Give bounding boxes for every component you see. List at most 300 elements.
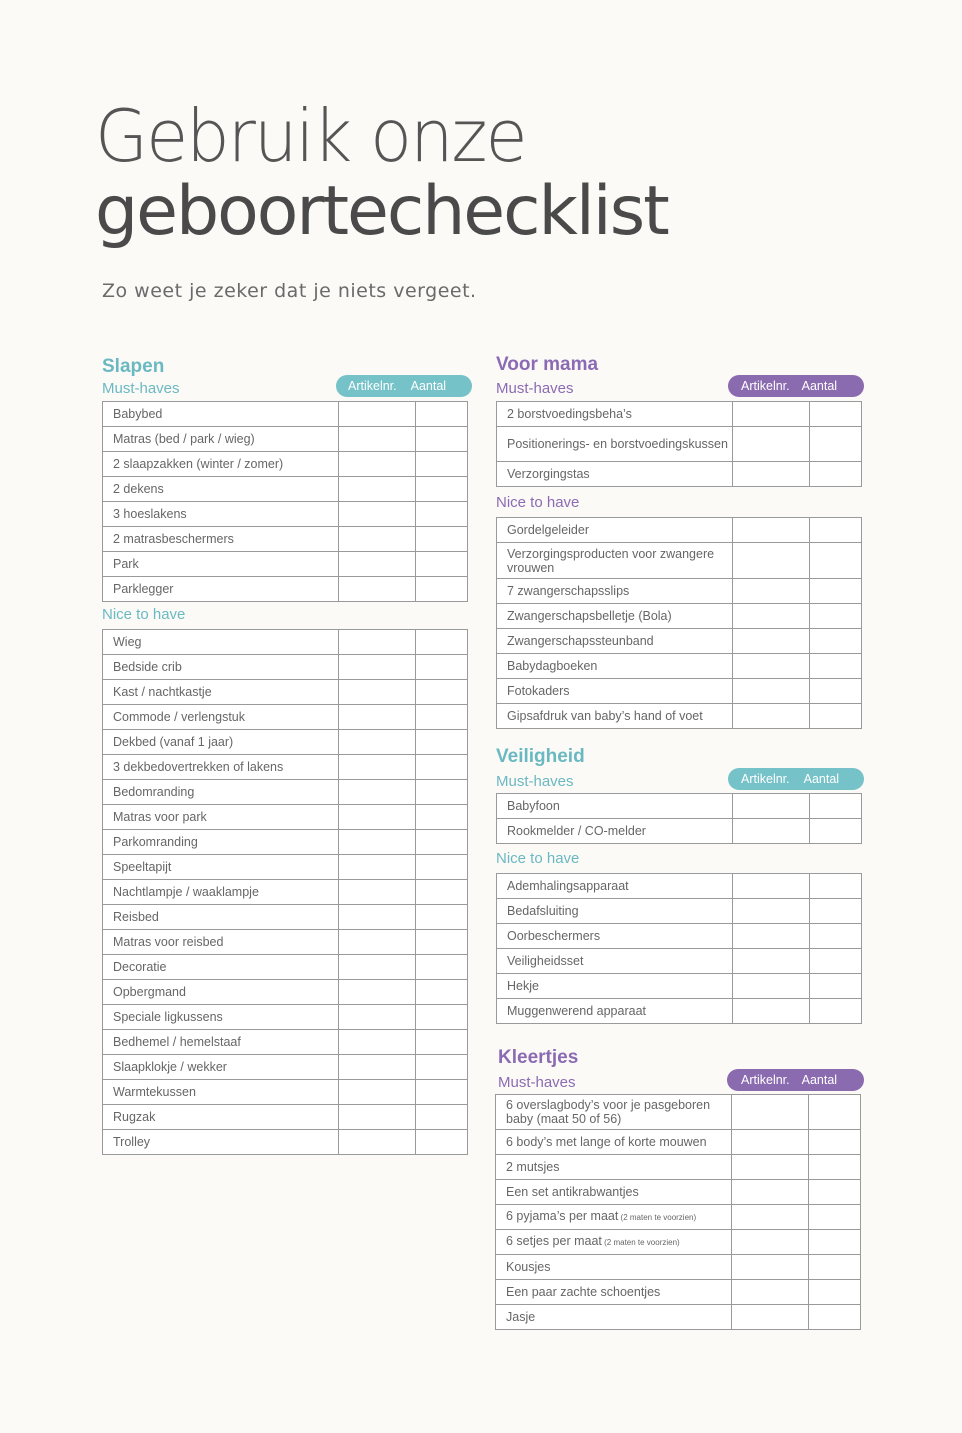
checklist-row	[103, 1105, 468, 1130]
artikelnr-field[interactable]	[733, 704, 810, 729]
column-aantal: Aantal	[801, 379, 838, 393]
aantal-field[interactable]	[809, 1255, 861, 1280]
checklist-row	[103, 755, 468, 780]
checklist-row	[497, 949, 862, 974]
item-label	[103, 1030, 339, 1055]
nice-to-have-table	[102, 629, 468, 1155]
checklist-row	[497, 999, 862, 1024]
section-kleertjes	[495, 1047, 867, 1337]
page-subtitle: Zo weet je zeker dat je niets vergeet.	[102, 280, 477, 302]
must-haves-table	[496, 401, 862, 487]
artikelnr-field[interactable]	[339, 855, 416, 880]
item-text: Jasje	[506, 1309, 536, 1324]
artikelnr-field[interactable]	[732, 1205, 809, 1230]
artikelnr-field[interactable]	[732, 1130, 809, 1155]
aantal-field[interactable]	[810, 704, 862, 729]
aantal-field[interactable]	[416, 452, 468, 477]
artikelnr-field[interactable]	[339, 1005, 416, 1030]
must-haves-label: Must-haves	[498, 1074, 576, 1091]
aantal-field[interactable]	[810, 462, 862, 487]
aantal-field[interactable]	[810, 999, 862, 1024]
checklist-row	[103, 780, 468, 805]
aantal-field[interactable]	[416, 577, 468, 602]
checklist-row	[496, 1255, 861, 1280]
aantal-field[interactable]	[809, 1155, 861, 1180]
artikelnr-field[interactable]	[339, 755, 416, 780]
artikelnr-field[interactable]	[339, 1030, 416, 1055]
item-label	[497, 654, 733, 679]
column-artikelnr: Artikelnr.	[741, 772, 790, 786]
checklist-row	[103, 552, 468, 577]
item-text: 3 dekbedovertrekken of lakens	[113, 759, 284, 774]
aantal-field[interactable]	[416, 477, 468, 502]
artikelnr-field[interactable]	[732, 1305, 809, 1330]
checklist-row	[497, 819, 862, 844]
checklist-row	[103, 502, 468, 527]
checklist-row	[497, 679, 862, 704]
artikelnr-field[interactable]	[339, 527, 416, 552]
item-label	[497, 999, 733, 1024]
aantal-field[interactable]	[416, 905, 468, 930]
checklist-row	[496, 1095, 861, 1130]
item-text: Wieg	[113, 634, 142, 649]
page-title-line1: Gebruik onze	[95, 94, 526, 178]
item-label	[103, 402, 339, 427]
item-label	[103, 680, 339, 705]
artikelnr-field[interactable]	[733, 974, 810, 999]
item-text: Rookmelder / CO-melder	[507, 823, 646, 838]
item-text: Parkomranding	[113, 834, 198, 849]
aantal-field[interactable]	[810, 543, 862, 579]
aantal-field[interactable]	[416, 527, 468, 552]
artikelnr-field[interactable]	[339, 402, 416, 427]
item-label	[103, 527, 339, 552]
checklist-row	[497, 462, 862, 487]
checklist-row	[103, 402, 468, 427]
item-label	[496, 1205, 732, 1230]
aantal-field[interactable]	[416, 502, 468, 527]
column-header-pill	[336, 375, 472, 397]
item-text: Commode / verlengstuk	[113, 709, 246, 724]
artikelnr-field[interactable]	[732, 1180, 809, 1205]
artikelnr-field[interactable]	[733, 579, 810, 604]
item-text: Verzorgingstas	[507, 466, 590, 481]
item-label	[496, 1095, 732, 1130]
aantal-field[interactable]	[416, 1030, 468, 1055]
aantal-field[interactable]	[810, 654, 862, 679]
section-title: Veiligheid	[496, 746, 585, 767]
artikelnr-field[interactable]	[733, 427, 810, 462]
aantal-field[interactable]	[810, 629, 862, 654]
column-aantal: Aantal	[803, 772, 840, 786]
aantal-field[interactable]	[416, 1130, 468, 1155]
item-text: Kousjes	[506, 1259, 551, 1274]
artikelnr-field[interactable]	[733, 949, 810, 974]
item-text: Bedafsluiting	[507, 903, 579, 918]
item-text: Kast / nachtkastje	[113, 684, 212, 699]
checklist-row	[103, 477, 468, 502]
item-label	[103, 880, 339, 905]
nice-to-have-label: Nice to have	[102, 606, 186, 623]
item-text: Veiligheidsset	[507, 953, 584, 968]
item-label	[103, 452, 339, 477]
artikelnr-field[interactable]	[733, 629, 810, 654]
checklist-row	[103, 730, 468, 755]
item-text: Matras (bed / park / wieg)	[113, 431, 255, 446]
item-note: (2 maten te voorzien)	[618, 1213, 697, 1222]
item-text: Babybed	[113, 406, 163, 421]
must-haves-table	[495, 1094, 861, 1330]
artikelnr-field[interactable]	[732, 1230, 809, 1255]
item-label	[103, 1055, 339, 1080]
aantal-field[interactable]	[810, 794, 862, 819]
item-text: 6 overslagbody’s voor je pasgeboren baby (maat 50 of 56)	[506, 1098, 711, 1126]
item-label	[103, 705, 339, 730]
artikelnr-field[interactable]	[339, 452, 416, 477]
artikelnr-field[interactable]	[339, 477, 416, 502]
aantal-field[interactable]	[416, 830, 468, 855]
column-aantal: Aantal	[410, 379, 447, 393]
artikelnr-field[interactable]	[733, 874, 810, 899]
artikelnr-field[interactable]	[339, 805, 416, 830]
checklist-row	[497, 402, 862, 427]
artikelnr-field[interactable]	[733, 794, 810, 819]
item-label	[103, 552, 339, 577]
artikelnr-field[interactable]	[339, 880, 416, 905]
artikelnr-field[interactable]	[339, 905, 416, 930]
checklist-row	[497, 604, 862, 629]
item-label	[497, 899, 733, 924]
item-text: Babyfoon	[507, 798, 560, 813]
item-label	[497, 543, 733, 579]
checklist-row	[497, 654, 862, 679]
aantal-field[interactable]	[416, 730, 468, 755]
artikelnr-field[interactable]	[339, 730, 416, 755]
item-label	[497, 874, 733, 899]
artikelnr-field[interactable]	[339, 830, 416, 855]
checklist-row	[496, 1230, 861, 1255]
artikelnr-field[interactable]	[339, 955, 416, 980]
item-label	[103, 1130, 339, 1155]
aantal-field[interactable]	[809, 1130, 861, 1155]
aantal-field[interactable]	[810, 819, 862, 844]
checklist-row	[103, 680, 468, 705]
item-label	[103, 980, 339, 1005]
aantal-field[interactable]	[416, 1005, 468, 1030]
item-text: Opbergmand	[113, 984, 186, 999]
aantal-field[interactable]	[416, 880, 468, 905]
artikelnr-field[interactable]	[733, 402, 810, 427]
item-text: Bedside crib	[113, 659, 182, 674]
item-note: (2 maten te voorzien)	[601, 1238, 680, 1247]
aantal-field[interactable]	[809, 1230, 861, 1255]
aantal-field[interactable]	[809, 1205, 861, 1230]
aantal-field[interactable]	[416, 855, 468, 880]
artikelnr-field[interactable]	[733, 999, 810, 1024]
item-text: Park	[113, 556, 139, 571]
item-text: Reisbed	[113, 909, 159, 924]
item-label	[497, 794, 733, 819]
item-label	[496, 1180, 732, 1205]
item-label	[497, 704, 733, 729]
checklist-row	[497, 899, 862, 924]
item-label	[497, 629, 733, 654]
section-title: Kleertjes	[498, 1047, 579, 1068]
aantal-field[interactable]	[810, 899, 862, 924]
item-text: Speeltapijt	[113, 859, 172, 874]
column-header-pill	[727, 1069, 864, 1091]
artikelnr-field[interactable]	[732, 1255, 809, 1280]
checklist-row	[497, 543, 862, 579]
artikelnr-field[interactable]	[339, 577, 416, 602]
item-text: Warmtekussen	[113, 1084, 196, 1099]
nice-to-have-label: Nice to have	[496, 494, 580, 511]
item-text: Matras voor reisbed	[113, 934, 224, 949]
checklist-row	[497, 874, 862, 899]
checklist-row	[103, 1055, 468, 1080]
checklist-row	[103, 630, 468, 655]
aantal-field[interactable]	[810, 604, 862, 629]
item-label	[496, 1155, 732, 1180]
artikelnr-field[interactable]	[732, 1155, 809, 1180]
item-text: Oorbeschermers	[507, 928, 601, 943]
item-text: Babydagboeken	[507, 658, 598, 673]
checklist-row	[103, 705, 468, 730]
item-label	[497, 924, 733, 949]
item-text: Trolley	[113, 1134, 151, 1149]
artikelnr-field[interactable]	[733, 654, 810, 679]
checklist-row	[103, 880, 468, 905]
item-text: 6 setjes per maat	[506, 1234, 602, 1248]
item-label	[103, 855, 339, 880]
checklist-row	[497, 974, 862, 999]
item-text: Dekbed (vanaf 1 jaar)	[113, 734, 234, 749]
checklist-row	[103, 1030, 468, 1055]
item-text: Een paar zachte schoentjes	[506, 1284, 661, 1299]
item-label	[496, 1230, 732, 1255]
nice-to-have-table	[496, 517, 862, 729]
aantal-field[interactable]	[416, 780, 468, 805]
aantal-field[interactable]	[416, 655, 468, 680]
artikelnr-field[interactable]	[339, 780, 416, 805]
must-haves-table	[496, 793, 862, 844]
item-text: 2 dekens	[113, 481, 164, 496]
item-text: Verzorgingsproducten voor zwangere vrouwen	[507, 546, 715, 575]
checklist-row	[103, 427, 468, 452]
aantal-field[interactable]	[809, 1095, 861, 1130]
checklist-row	[103, 1005, 468, 1030]
section-title: Slapen	[102, 356, 165, 377]
artikelnr-field[interactable]	[732, 1095, 809, 1130]
aantal-field[interactable]	[810, 874, 862, 899]
artikelnr-field[interactable]	[339, 705, 416, 730]
aantal-field[interactable]	[810, 924, 862, 949]
aantal-field[interactable]	[810, 949, 862, 974]
item-text: Nachtlampje / waaklampje	[113, 884, 259, 899]
item-text: 6 pyjama’s per maat	[506, 1209, 619, 1223]
checklist-row	[103, 1130, 468, 1155]
checklist-row	[103, 805, 468, 830]
item-text: Rugzak	[113, 1109, 156, 1124]
artikelnr-field[interactable]	[339, 1080, 416, 1105]
artikelnr-field[interactable]	[339, 552, 416, 577]
item-label	[103, 1005, 339, 1030]
aantal-field[interactable]	[416, 402, 468, 427]
artikelnr-field[interactable]	[732, 1280, 809, 1305]
item-label	[496, 1305, 732, 1330]
item-text: 3 hoeslakens	[113, 506, 187, 521]
item-label	[103, 780, 339, 805]
item-text: Decoratie	[113, 959, 167, 974]
item-text: 7 zwangerschapsslips	[507, 583, 630, 598]
artikelnr-field[interactable]	[733, 604, 810, 629]
aantal-field[interactable]	[416, 755, 468, 780]
nice-to-have-label: Nice to have	[496, 850, 580, 867]
item-text: 2 matrasbeschermers	[113, 531, 234, 546]
must-haves-label: Must-haves	[102, 380, 180, 397]
aantal-field[interactable]	[810, 579, 862, 604]
checklist-row	[103, 955, 468, 980]
aantal-field[interactable]	[416, 980, 468, 1005]
item-text: Positionerings- en borstvoedingskussen	[507, 437, 728, 451]
must-haves-table	[102, 401, 468, 602]
artikelnr-field[interactable]	[733, 518, 810, 543]
aantal-field[interactable]	[416, 805, 468, 830]
aantal-field[interactable]	[416, 552, 468, 577]
aantal-field[interactable]	[810, 679, 862, 704]
aantal-field[interactable]	[810, 974, 862, 999]
column-artikelnr: Artikelnr.	[741, 1073, 790, 1087]
artikelnr-field[interactable]	[733, 819, 810, 844]
item-label	[497, 427, 733, 462]
aantal-field[interactable]	[810, 427, 862, 462]
artikelnr-field[interactable]	[733, 924, 810, 949]
artikelnr-field[interactable]	[339, 427, 416, 452]
item-text: Ademhalingsapparaat	[507, 878, 629, 893]
column-artikelnr: Artikelnr.	[348, 379, 397, 393]
item-label	[103, 477, 339, 502]
aantal-field[interactable]	[416, 1080, 468, 1105]
item-text: Een set antikrabwantjes	[506, 1184, 639, 1199]
item-text: Gordelgeleider	[507, 522, 589, 537]
aantal-field[interactable]	[416, 1105, 468, 1130]
aantal-field[interactable]	[416, 705, 468, 730]
item-label	[103, 502, 339, 527]
aantal-field[interactable]	[416, 1055, 468, 1080]
section-title: Voor mama	[496, 354, 599, 375]
checklist-row	[103, 655, 468, 680]
column-header-pill	[728, 768, 864, 790]
checklist-row	[496, 1155, 861, 1180]
item-label	[103, 655, 339, 680]
checklist-row	[496, 1130, 861, 1155]
aantal-field[interactable]	[809, 1280, 861, 1305]
section-slapen	[102, 356, 472, 1156]
aantal-field[interactable]	[809, 1180, 861, 1205]
checklist-row	[103, 930, 468, 955]
checklist-row	[497, 794, 862, 819]
item-text: Parklegger	[113, 581, 174, 596]
artikelnr-field[interactable]	[339, 930, 416, 955]
aantal-field[interactable]	[416, 680, 468, 705]
artikelnr-field[interactable]	[733, 899, 810, 924]
artikelnr-field[interactable]	[339, 655, 416, 680]
checklist-row	[497, 579, 862, 604]
checklist-row	[496, 1180, 861, 1205]
item-text: 6 body’s met lange of korte mouwen	[506, 1134, 707, 1149]
aantal-field[interactable]	[810, 518, 862, 543]
item-text: Speciale ligkussens	[113, 1009, 223, 1024]
aantal-field[interactable]	[416, 955, 468, 980]
artikelnr-field[interactable]	[339, 1130, 416, 1155]
aantal-field[interactable]	[809, 1305, 861, 1330]
checklist-row	[497, 518, 862, 543]
artikelnr-field[interactable]	[733, 462, 810, 487]
item-text: Gipsafdruk van baby’s hand of voet	[507, 708, 703, 723]
item-text: 2 slaapzakken (winter / zomer)	[113, 456, 284, 471]
aantal-field[interactable]	[416, 630, 468, 655]
item-text: Matras voor park	[113, 809, 207, 824]
nice-to-have-table	[496, 873, 862, 1024]
artikelnr-field[interactable]	[339, 630, 416, 655]
item-label	[497, 604, 733, 629]
item-label	[103, 930, 339, 955]
artikelnr-field[interactable]	[339, 680, 416, 705]
checklist-row	[103, 980, 468, 1005]
item-label	[496, 1255, 732, 1280]
item-label	[103, 1105, 339, 1130]
item-text: Muggenwerend apparaat	[507, 1003, 646, 1018]
checklist-row	[103, 527, 468, 552]
item-label	[103, 905, 339, 930]
item-label	[496, 1280, 732, 1305]
checklist-row	[103, 830, 468, 855]
item-label	[103, 630, 339, 655]
item-label	[103, 427, 339, 452]
artikelnr-field[interactable]	[733, 679, 810, 704]
item-label	[497, 402, 733, 427]
aantal-field[interactable]	[416, 930, 468, 955]
item-label	[103, 1080, 339, 1105]
item-text: 2 mutsjes	[506, 1159, 560, 1174]
item-text: 2 borstvoedingsbeha’s	[507, 406, 632, 421]
aantal-field[interactable]	[810, 402, 862, 427]
item-label	[103, 830, 339, 855]
item-text: Zwangerschapssteunband	[507, 633, 654, 648]
column-header-pill	[728, 375, 864, 397]
item-label	[497, 974, 733, 999]
item-label	[497, 518, 733, 543]
item-label	[103, 730, 339, 755]
item-label	[497, 462, 733, 487]
checklist-row	[496, 1280, 861, 1305]
column-aantal: Aantal	[801, 1073, 838, 1087]
item-label	[497, 949, 733, 974]
artikelnr-field[interactable]	[339, 502, 416, 527]
artikelnr-field[interactable]	[733, 543, 810, 579]
artikelnr-field[interactable]	[339, 1055, 416, 1080]
aantal-field[interactable]	[416, 427, 468, 452]
artikelnr-field[interactable]	[339, 1105, 416, 1130]
item-label	[103, 755, 339, 780]
item-label	[497, 679, 733, 704]
item-label	[496, 1130, 732, 1155]
item-label	[103, 805, 339, 830]
artikelnr-field[interactable]	[339, 980, 416, 1005]
must-haves-label: Must-haves	[496, 773, 574, 790]
column-artikelnr: Artikelnr.	[741, 379, 790, 393]
checklist-row	[496, 1205, 861, 1230]
